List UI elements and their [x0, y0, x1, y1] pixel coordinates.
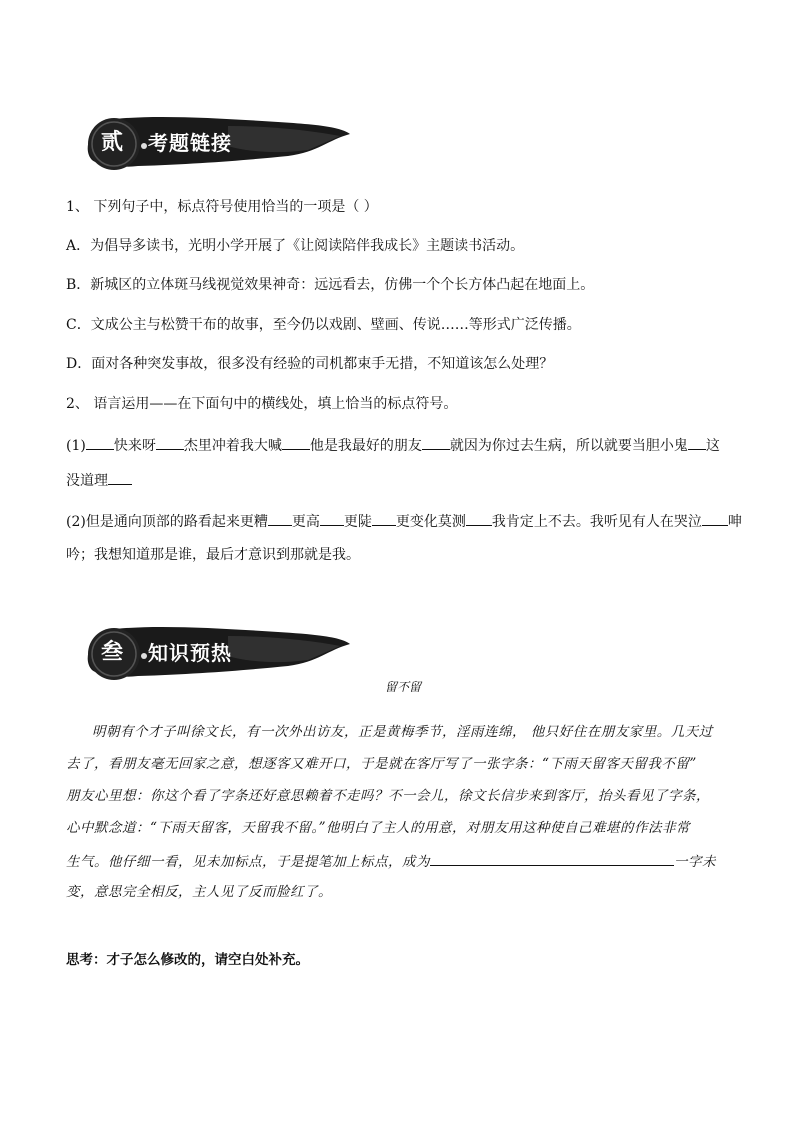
story-line-5-tail: 一字未: [674, 854, 716, 870]
item-1-seg: 就因为你过去生病，所以就要当胆小鬼: [449, 438, 688, 454]
answer-blank[interactable]: [430, 845, 674, 866]
fill-blank[interactable]: [688, 434, 706, 450]
item-1-seg: 他是我最好的朋友: [309, 438, 422, 454]
fill-blank[interactable]: [320, 510, 344, 526]
item-2-seg: 更陡: [343, 514, 372, 530]
item-1-seg: 没道理: [66, 473, 108, 489]
fill-blank[interactable]: [268, 510, 292, 526]
story-line-3: 朋友心里想：你这个看了字条还好意思赖着不走吗？不一会儿，徐文长信步来到客厅，抬头看见了字条，: [66, 788, 710, 804]
story-line-1: 明朝有个才子叫徐文长，有一次外出访友，正是黄梅季节，淫雨连绵， 他只好住在朋友家里。几天过: [92, 724, 713, 740]
fill-blank[interactable]: [702, 510, 728, 526]
story-line-5: [66, 845, 726, 877]
fill-blank[interactable]: [466, 510, 492, 526]
story-line-2: 去了，看朋友毫无回家之意，想逐客又难开口，于是就在客厅写了一张字条：“下雨天留客天留我不留”: [66, 756, 697, 772]
question-1-option-d: D．面对各种突发事故，很多没有经验的司机都束手无措，不知道该怎么处理？: [66, 356, 554, 372]
question-1-option-a: A．为倡导多读书，光明小学开展了《让阅读陪伴我成长》主题读书活动。: [66, 238, 525, 254]
question-1-stem: 1、 下列句子中，标点符号使用恰当的一项是（ ）: [66, 199, 378, 215]
section-banner-2: [78, 112, 350, 176]
section-seal-2: 贰: [100, 130, 123, 155]
item-2-seg: 但是通向顶部的路看起来更糟: [85, 514, 268, 530]
section-title-3: 知识预热: [148, 641, 232, 665]
fill-blank[interactable]: [86, 434, 114, 450]
question-2-item-1-line-2: [66, 469, 734, 491]
item-2-prefix: (2): [66, 514, 86, 530]
item-2-seg: 我肯定上不去。我听见有人在哭泣: [491, 514, 702, 530]
question-2-item-1: [66, 434, 734, 456]
item-2-seg: 更变化莫测: [395, 514, 466, 530]
question-2-stem: 2、 语言运用——在下面句中的横线处，填上恰当的标点符号。: [66, 396, 458, 412]
fill-blank[interactable]: [372, 510, 396, 526]
question-2-item-2: [66, 510, 742, 532]
story-line-6: 变，意思完全相反，主人见了反而脸红了。: [66, 884, 332, 900]
story-line-4: 心中默念道：“下雨天留客，天留我不留。”他明白了主人的用意，对朋友用这种使自己难堪的作法非常: [66, 820, 691, 836]
story-line-5-text: 生气。他仔细一看，见未加标点，于是提笔加上标点，成为: [66, 854, 430, 870]
item-1-seg: 杰里冲着我大喊: [183, 438, 282, 454]
item-1-seg: 快来呀: [113, 438, 156, 454]
fill-blank[interactable]: [282, 434, 310, 450]
question-1-option-b: B．新城区的立体斑马线视觉效果神奇：远远看去，仿佛一个个长方体凸起在地面上。: [66, 277, 595, 293]
item-2-seg: 呻: [727, 514, 742, 530]
section-seal-3: 叁: [100, 640, 123, 665]
section-banner-3: [78, 622, 350, 686]
question-1-option-c: C．文成公主与松赞干布的故事，至今仍以戏剧、壁画、传说……等形式广泛传播。: [66, 317, 581, 333]
item-2-seg: 更高: [291, 514, 320, 530]
think-prompt: 思考：才子怎么修改的，请空白处补充。: [66, 952, 309, 968]
question-2-item-2-line-2: 吟；我想知道那是谁，最后才意识到那就是我。: [66, 547, 360, 563]
item-1-seg: 这: [705, 438, 720, 454]
fill-blank[interactable]: [422, 434, 450, 450]
fill-blank[interactable]: [156, 434, 184, 450]
fill-blank[interactable]: [108, 469, 132, 485]
item-1-prefix: (1): [66, 438, 86, 454]
story-title: 留不留: [385, 680, 422, 694]
section-title-2: 考题链接: [148, 131, 232, 155]
